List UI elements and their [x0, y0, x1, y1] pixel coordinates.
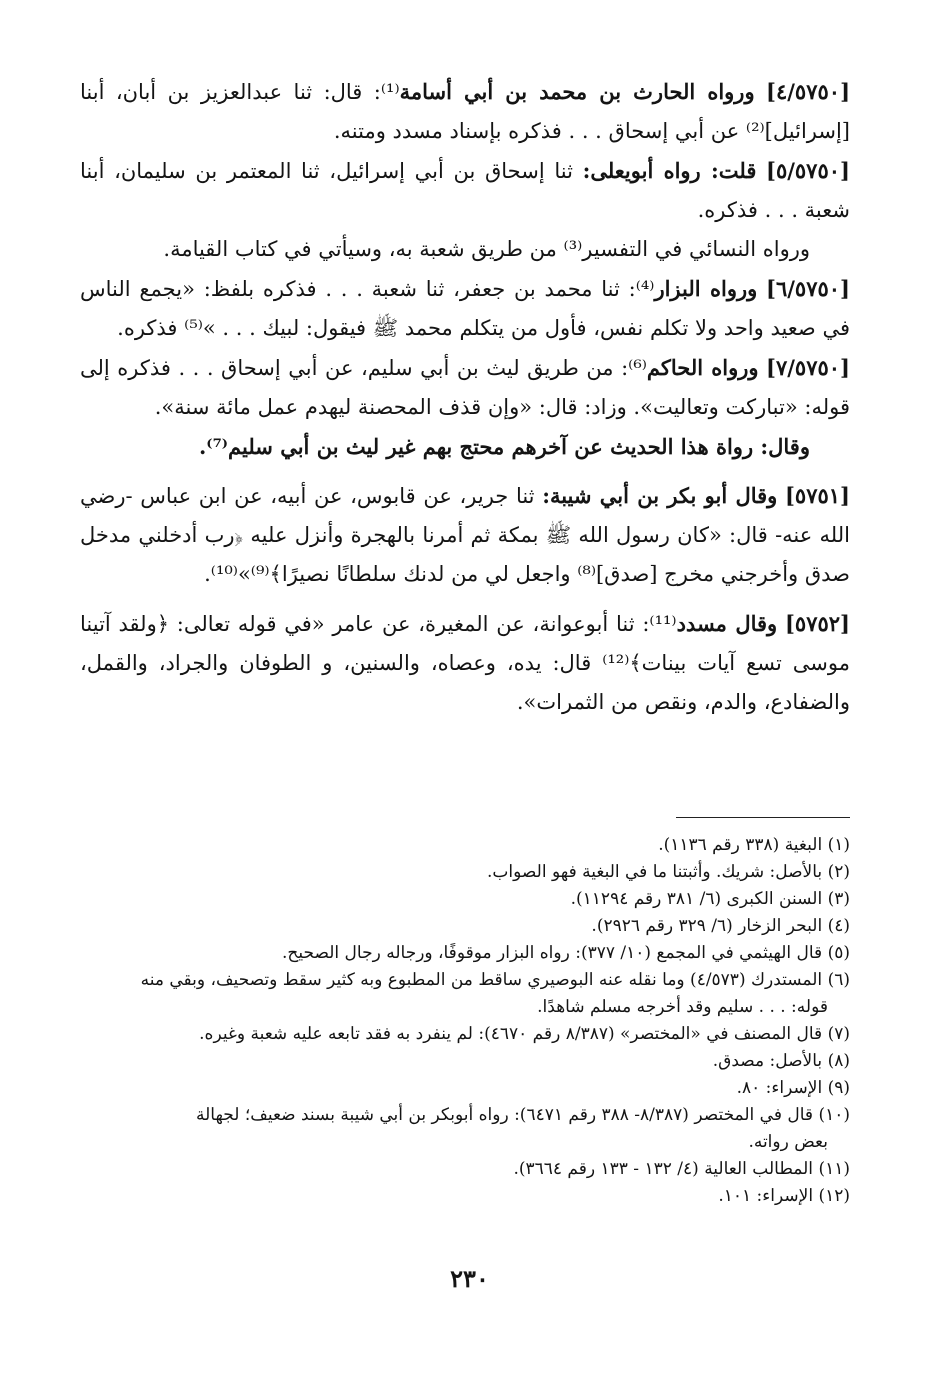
hadith-ref: [٤/٥٧٥٠]: [766, 79, 850, 104]
hadith-text: ثنا إسحاق بن أبي إسرائيل، ثنا المعتمر بن سليمان، أبنا شعبة . . . فذكره.: [80, 159, 850, 222]
footnote-text: السنن الكبرى (٦/ ٣٨١ رقم ١١٢٩٤).: [570, 889, 823, 909]
footnote-text: الإسراء: ١٠١.: [718, 1186, 814, 1206]
footnote-9: [80, 1075, 850, 1102]
page-number: ٢٣٠: [450, 1264, 489, 1293]
footnote-text: قال الهيثمي في المجمع (١٠/ ٣٧٧): رواه البزار موقوفًا، ورجاله رجال الصحيح.: [282, 943, 823, 963]
hadith-paragraph-2: [80, 151, 850, 230]
footnote-text: قال في المختصر (٨/٣٨٧- ٣٨٨ رقم ٦٤٧١): رواه أبوبكر بن أبي شيبة بسند ضعيف؛ لجهالة: [195, 1105, 814, 1125]
footnote-number: (٧): [827, 1024, 850, 1044]
footnote-text: بالأصل: مصدق.: [712, 1051, 823, 1071]
hadith-ref: [٥/٥٧٥٠]: [766, 158, 850, 183]
footnote-text: قال المصنف في «المختصر» (٨/٣٨٧ رقم ٤٦٧٠): لم ينفرد به فقد تابعه عليه شعبة وغيره.: [199, 1024, 823, 1044]
footnote-number: (١): [827, 835, 850, 855]
hadith-paragraph-6: [80, 427, 850, 466]
footnote-4: [80, 913, 850, 940]
footnote-number: (٤): [827, 916, 850, 936]
footnote-8: [80, 1048, 850, 1075]
hadith-lead: وقال مسدد: [676, 611, 778, 636]
footnote-number: (٢): [827, 862, 850, 882]
footnote-6: [80, 967, 850, 1021]
footnote-number: (٩): [827, 1078, 850, 1098]
hadith-ref: [٦/٥٧٥٠]: [766, 276, 850, 301]
hadith-paragraph-4: [80, 269, 850, 348]
footnote-continuation: قوله: . . . سليم وقد أخرجه مسلم شاهدًا.: [537, 997, 828, 1017]
hadith-lead: قلت: رواه أبويعلى:: [582, 158, 757, 183]
footnote-1: [80, 832, 850, 859]
footnote-11: [80, 1156, 850, 1183]
hadith-text: ⁽⁶⁾: من طريق ليث بن أبي سليم، عن أبي إسحاق . . . فذكره إلى قوله: «تباركت وتعاليت». وزاد: قال: «وإن قذف المحصنة ليهدم عمل مائة سنة».: [80, 356, 850, 419]
footnote-3: [80, 886, 850, 913]
footnote-number: (٨): [827, 1051, 850, 1071]
hadith-ref: [٥٧٥٢]: [784, 611, 850, 636]
footnote-7: [80, 1021, 850, 1048]
hadith-paragraph-1: [80, 72, 850, 151]
footnote-number: (٦): [827, 970, 850, 990]
hadith-text: ثنا جرير، عن قابوس، عن أبيه، عن ابن عباس -رضي الله عنه- قال: «كان رسول الله ﷺ بمكة ثم أمرنا بالهجرة وأنزل عليه ﴿رب أدخلني مدخل صدق وأخرجني مخرج [صدق]⁽⁸⁾ واجعل لي من لدنك سلطانًا نصيرًا﴾⁽⁹⁾»⁽¹⁰⁾.: [80, 484, 850, 586]
footnote-number: (١١): [818, 1159, 850, 1179]
hadith-text: ⁽¹⁾: قال: ثنا عبدالعزيز بن أبان، أبنا [إسرائيل]⁽²⁾ عن أبي إسحاق . . . فذكره بإسناد مسدد ومتنه.: [80, 80, 850, 143]
footnote-continuation: بعض رواته.: [748, 1132, 828, 1152]
hadith-paragraph-5: [80, 348, 850, 427]
hadith-text: وقال: رواة هذا الحديث عن آخرهم محتج بهم غير ليث بن أبي سليم⁽⁷⁾.: [199, 434, 810, 459]
hadith-text: ورواه النسائي في التفسير⁽³⁾ من طريق شعبة به، وسيأتي في كتاب القيامة.: [163, 237, 810, 261]
footnote-number: (١٠): [818, 1105, 850, 1125]
footnote-12: [80, 1183, 850, 1210]
footnote-number: (٥): [827, 943, 850, 963]
footnote-number: (٣): [827, 889, 850, 909]
main-text: [80, 72, 850, 722]
footnote-text: البغية (٣٣٨ رقم ١١٣٦).: [658, 835, 823, 855]
hadith-lead: ورواه البزار: [654, 276, 758, 301]
hadith-text: ⁽⁴⁾: ثنا محمد بن جعفر، ثنا شعبة . . . فذكره بلفظ: «يجمع الناس في صعيد واحد ولا تكلم نفس، فأول من يتكلم محمد ﷺ فيقول: لبيك . . . »⁽⁵⁾ فذكره.: [80, 277, 850, 340]
hadith-paragraph-7: [80, 476, 850, 594]
footnote-text: الإسراء: ٨٠.: [736, 1078, 823, 1098]
hadith-paragraph-3: [80, 230, 850, 269]
footnote-5: [80, 940, 850, 967]
hadith-lead: ورواه الحارث بن محمد بن أبي أسامة: [399, 79, 755, 104]
footnote-text: المستدرك (٤/٥٧٣) وما نقله عنه البوصيري ساقط من المطبوع وبه كثير سقط وتصحيف، وبقي منه: [140, 970, 823, 990]
footnote-10: [80, 1102, 850, 1156]
hadith-lead: ورواه الحاكم: [646, 355, 759, 380]
footnote-number: (١٢): [818, 1186, 850, 1206]
footnotes-list: [80, 832, 850, 1210]
hadith-lead: وقال أبو بكر بن أبي شيبة:: [542, 483, 778, 508]
hadith-paragraph-8: [80, 604, 850, 722]
hadith-ref: [٧/٥٧٥٠]: [766, 355, 850, 380]
footnote-2: [80, 859, 850, 886]
footnote-divider: [676, 817, 850, 818]
hadith-text: ⁽¹¹⁾: ثنا أبوعوانة، عن المغيرة، عن عامر «في قوله تعالى: ﴿ولقد آتينا موسى تسع آيات بينات﴾⁽¹²⁾ قال: يده، وعصاه، والسنين، و الطوفان والجراد، والقمل، والضفادع، والدم، ونقص من الثمرات».: [80, 612, 850, 714]
hadith-ref: [٥٧٥١]: [784, 483, 850, 508]
footnote-text: البحر الزخار (٦/ ٣٢٩ رقم ٢٩٢٦).: [591, 916, 823, 936]
footnote-text: بالأصل: شريك. وأثبتنا ما في البغية فهو الصواب.: [487, 862, 823, 882]
footnote-text: المطالب العالية (٤/ ١٣٢ - ١٣٣ رقم ٣٦٦٤).: [513, 1159, 814, 1179]
